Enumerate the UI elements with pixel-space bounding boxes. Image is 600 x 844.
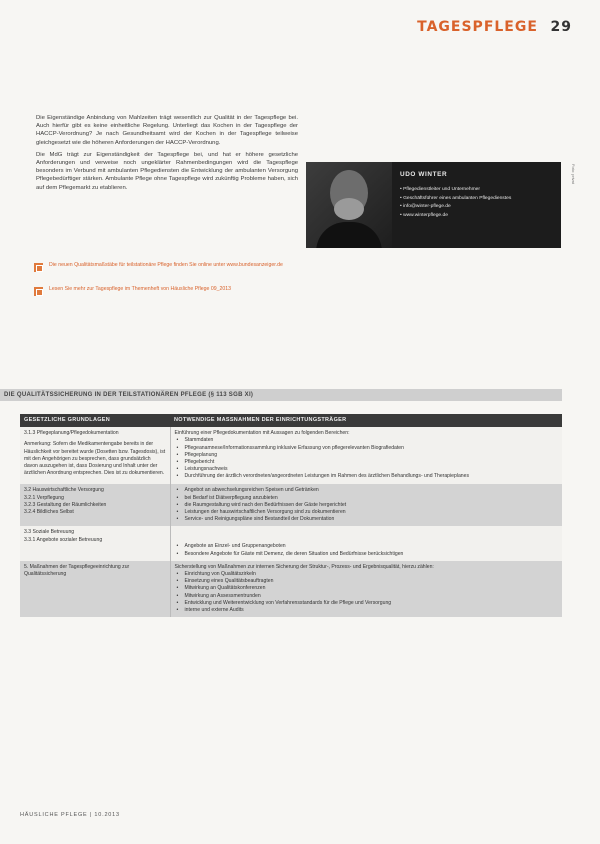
author-website[interactable]: • www.winterpflege.de [400, 212, 511, 221]
author-name: UDO WINTER [400, 171, 448, 178]
legal-basis-cell: 3.3 Soziale Betreuung 3.3.1 Angebote sozialer Betreuung [20, 526, 170, 560]
author-detail: • Geschäftsführer eines ambulanten Pflegedienstes [400, 195, 511, 204]
column-header: GESETZLICHE GRUNDLAGEN [20, 414, 170, 427]
page-header [417, 16, 572, 35]
reference-link-text[interactable]: Die neuen Qualitätsmaßstäbe für teilstationäre Pflege finden Sie online unter www.bundesanzeiger.de [49, 262, 283, 268]
table-title: DIE QUALITÄTSSICHERUNG IN DER TEILSTATIONÄREN PFLEGE (§ 113 SGB XI) [0, 389, 562, 401]
photo-credit: Foto: privat [571, 164, 576, 185]
author-detail: • Pflegedienstleiter und Unternehmer [400, 186, 511, 195]
reference-link-text[interactable]: Lesen Sie mehr zur Tagespflege im Themenheft von Häusliche Pflege 09_2013 [49, 286, 232, 292]
legal-basis-cell: 3.2 Hauswirtschaftliche Versorgung 3.2.1 Verpflegung 3.2.3 Gestaltung der Räumlichkeiten 3.2.4 Bildliches Selbst [20, 484, 170, 526]
author-box [306, 162, 561, 248]
legal-basis-cell: 5. Maßnahmen der Tagespflegeeinrichtung zur Qualitätssicherung [20, 561, 170, 617]
page-number: 29 [550, 19, 572, 35]
section-title: TAGESPFLEGE [417, 19, 538, 35]
body-paragraph: Die MdG trägt zur Eigenständigkeit der Tagespflege bei, und hat er höhere gesetzliche Anforderungen und verweise noch ungeklärter Rahmenbedingungen wird die Tagespflege besonders im Verbund mit ambulanten Pflegediensten die Entwicklung der ambulanten Versorgung Pflegebedürftiger stärken. Ambulante Pflege ohne Tagespflege wird zukünftig Probleme haben, sich auf dem Pflegemarkt zu etablieren. [36, 151, 298, 191]
page-footer: HÄUSLICHE PFLEGE | 10.2013 [20, 812, 120, 818]
table-row [20, 427, 562, 484]
column-header: NOTWENDIGE MASSNAHMEN DER EINRICHTUNGSTRÄGER [170, 414, 562, 427]
author-photo [306, 162, 392, 248]
measures-cell: • Angebot an abwechselungsreichen Speisen und Getränken • bei Bedarf ist Diätverpflegung anzubieten • die Raumgestaltung wird nach den Bedürfnissen der Gäste hergerichtet • Leistungen der hauswirtschaftlichen Versorgung sind zu dokumentieren • Service- und Reinigungspläne sind Bestandteil der Dokumentation [170, 484, 562, 526]
table-row [20, 561, 562, 617]
body-paragraph: Die Eigenständige Anbindung von Mahlzeiten trägt wesentlich zur Qualität in der Tagespflege bei. Auch hierfür gibt es keine einheitliche Regelung. Unterliegt das Kochen in der Tagespflege der HACCP-Verordnung? Je nach Gesundheitsamt wird der Kochen in der Tagespflege teilweise gleichgesetzt wie die höheren Anforderungen der HACCP-Verordnung. [36, 115, 298, 146]
table-row [20, 484, 562, 526]
measures-cell: Einführung einer Pflegedokumentation mit Aussagen zu folgenden Bereichen: • Stammdaten • Pflegeanamnese/Informationssammlung inklusive Erfassung von pflegerelevanten Biografiedaten • Pflegeplanung • Pflegebericht • Leistungsnachweis • Durchführung der ärztlich verordneten/angeordneten Leistungen im Rahmen des ärztlichen Behandlungs- und Therapieplanes [170, 427, 562, 484]
reference-link[interactable] [34, 262, 304, 272]
measures-cell: Sicherstellung von Maßnahmen zur internen Sicherung der Struktur-, Prozess- und Ergebnisqualität, hierzu zählen: • Einrichtung von Qualitätszirkeln • Einsetzung eines Qualitätsbeauftragten • Mitwirkung an Qualitätskonferenzen • Mitwirkung an Assessmentrunden • Entwicklung und Weiterentwicklung von Verfahrensstandards für die Pflege und Versorgung • interne und externe Audits [170, 561, 562, 617]
reference-links [34, 262, 304, 310]
reference-link[interactable] [34, 286, 304, 296]
document-icon [34, 263, 43, 272]
quality-table [20, 414, 562, 617]
article-body [36, 114, 298, 196]
document-icon [34, 287, 43, 296]
author-info [392, 162, 517, 248]
legal-basis-cell: 3.1.3 Pflegeplanung/Pflegedokumentation Anmerkung: Sofern die Medikamentengabe bereits in der Häuslichkeit vor bereitet wurde (Dosetten bzw. Tagesdosis), ist mit den Angehörigen zu besprechen, dass grundsätzlich davon auszugehen ist, dass Dosierung und Inhalt unter der ärztlichen Anordnung entsprechen. Dies ist zu dokumentieren. [20, 427, 170, 484]
table-row [20, 526, 562, 560]
author-email[interactable]: • info@winter-pflege.de [400, 203, 511, 212]
measures-cell: • Angebote an Einzel- und Gruppenangeboten • Besondere Angebote für Gäste mit Demenz, die deren Situation und Bedürfnisse berücksichtigen [170, 526, 562, 560]
